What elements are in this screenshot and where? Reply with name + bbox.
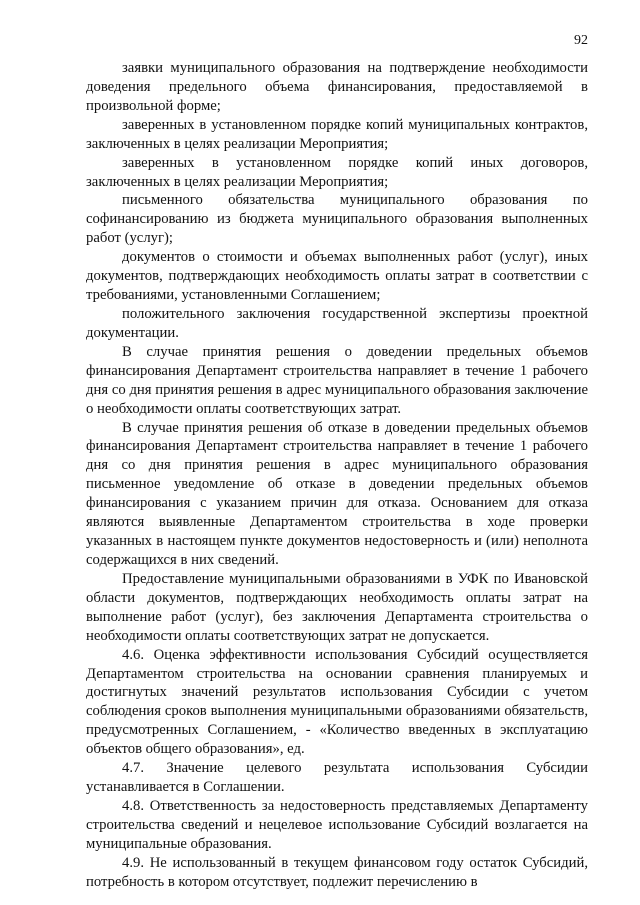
document-body — [86, 59, 588, 892]
paragraph: заверенных в установленном порядке копий иных договоров, заключенных в целях реализации Мероприятия; — [86, 154, 588, 190]
paragraph: письменного обязательства муниципального образования по софинансированию из бюджета муниципального образования выполненных работ (услуг); — [86, 192, 588, 247]
paragraph: Предоставление муниципальными образованиями в УФК по Ивановской области документов, подтверждающих необходимость оплаты затрат на выполнение работ (услуг), без заключения Департамента строительства о необходимости оплаты соответствующих затрат не допускается. — [86, 570, 588, 644]
paragraph: 4.6. Оценка эффективности использования Субсидий осуществляется Департаментом строительства на основании сравнения планируемых и достигнутых значений результатов использования Субсидии с учетом соблюдения сроков выполнения муниципальными образованиями обязательств, предусмотренных Соглашением, - «Количество введенных в эксплуатацию объектов общего образования», ед. — [86, 646, 588, 758]
paragraph: 4.7. Значение целевого результата использования Субсидии устанавливается в Соглашении. — [86, 760, 588, 796]
page-number: 92 — [574, 33, 588, 48]
paragraph: положительного заключения государственной экспертизы проектной документации. — [86, 305, 588, 341]
paragraph: документов о стоимости и объемах выполненных работ (услуг), иных документов, подтверждающих необходимость оплаты затрат в соответствии с требованиями, установленными Соглашением; — [86, 249, 588, 304]
paragraph: заявки муниципального образования на подтверждение необходимости доведения предельного объема финансирования, предоставляемой в произвольной форме; — [86, 60, 588, 114]
paragraph: 4.8. Ответственность за недостоверность представляемых Департаменту строительства сведений и нецелевое использование Субсидий возлагается на муниципальные образования. — [86, 797, 588, 852]
paragraph: В случае принятия решения о доведении предельных объемов финансирования Департамент строительства направляет в течение 1 рабочего дня со дня принятия решения в адрес муниципального образования заключение о необходимости оплаты соответствующих затрат. — [86, 343, 588, 417]
paragraph: В случае принятия решения об отказе в доведении предельных объемов финансирования Департамент строительства направляет в течение 1 рабочего дня со дня принятия решения в адрес муниципального образования письменное уведомление об отказе в доведении предельных объемов финансирования с указанием причин для отказа. Основанием для отказа являются выявленные Департаментом строительства в ходе проверки указанных в настоящем пункте документов недостоверность и (или) неполнота содержащихся в них сведений. — [86, 419, 588, 568]
paragraph: заверенных в установленном порядке копий муниципальных контрактов, заключенных в целях реализации Мероприятия; — [86, 116, 588, 152]
paragraph: 4.9. Не использованный в текущем финансовом году остаток Субсидий, потребность в котором отсутствует, подлежит перечислению в — [86, 854, 588, 890]
